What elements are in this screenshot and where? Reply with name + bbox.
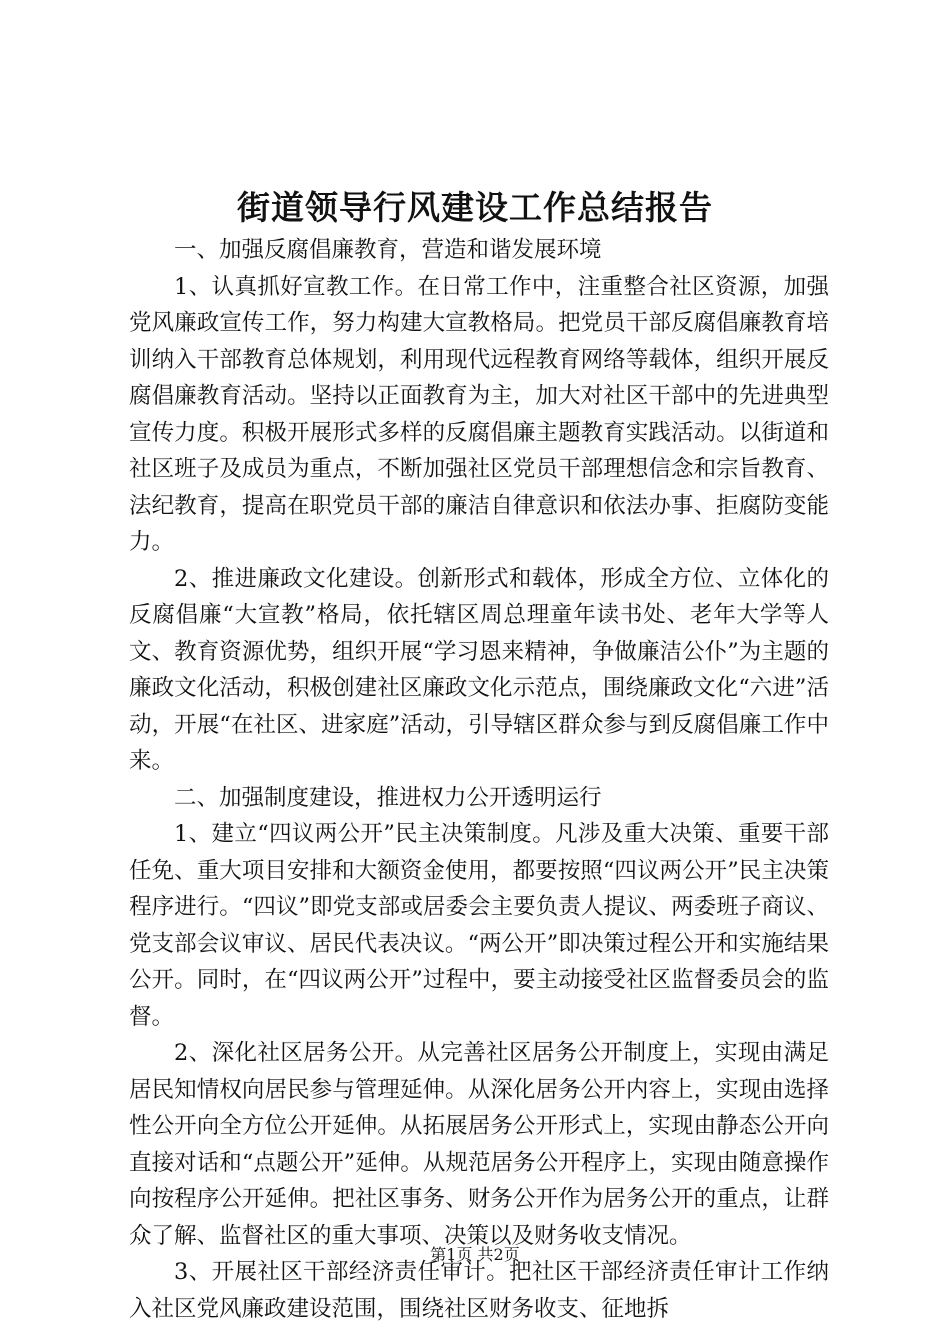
paragraph: 1、认真抓好宣教工作。在日常工作中，注重整合社区资源，加强党风廉政宣传工作，努力构建大宣教格局。把党员干部反腐倡廉教育培训纳入干部教育总体规划，利用现代远程教育网络等载体，组织开展反腐倡廉教育活动。坚持以正面教育为主，加大对社区干部中的先进典型宣传力度。积极开展形式多样的反腐倡廉主题教育实践活动。以街道和社区班子及成员为重点，不断加强社区党员干部理想信念和宗旨教育、法纪教育，提高在职党员干部的廉洁自律意识和依法办事、拒腐防变能力。 xyxy=(129,273,829,555)
page-number: 第1页 共2页 xyxy=(430,1245,520,1264)
document-title: 街道领导行风建设工作总结报告 xyxy=(237,188,713,227)
paragraph: 3、开展社区干部经济责任审计。把社区干部经济责任审计工作纳入社区党风廉政建设范围，围绕社区财务收支、征地拆 xyxy=(129,1259,829,1322)
document-body xyxy=(129,232,829,1327)
section-heading-1: 一、加强反腐倡廉教育，营造和谐发展环境 xyxy=(174,237,602,263)
paragraph: 1、建立“四议两公开”民主决策制度。凡涉及重大决策、重要干部任免、重大项目安排和大额资金使用，都要按照“四议两公开”民主决策程序进行。“四议”即党支部或居委会主要负责人提议、两委班子商议、党支部会议审议、居民代表决议。“两公开”即决策过程公开和实施结果公开。同时，在“四议两公开”过程中，要主动接受社区监督委员会的监督。 xyxy=(129,821,829,1030)
section-heading-2: 二、加强制度建设，推进权力公开透明运行 xyxy=(174,784,602,811)
paragraph: 2、深化社区居务公开。从完善社区居务公开制度上，实现由满足居民知情权向居民参与管理延伸。从深化居务公开内容上，实现由选择性公开向全方位公开延伸。从拓展居务公开形式上，实现由静态公开向直接对话和“点题公开”延伸。从规范居务公开程序上，实现由随意操作向按程序公开延伸。把社区事务、财务公开作为居务公开的重点，让群众了解、监督社区的重大事项、决策以及财务收支情况。 xyxy=(129,1040,829,1249)
paragraph: 2、推进廉政文化建设。创新形式和载体，形成全方位、立体化的反腐倡廉“大宣教”格局，依托辖区周总理童年读书处、老年大学等人文、教育资源优势，组织开展“学习恩来精神，争做廉洁公仆”为主题的廉政文化活动，积极创建社区廉政文化示范点，围绕廉政文化“六进”活动，开展“在社区、进家庭”活动，引导辖区群众参与到反腐倡廉工作中来。 xyxy=(129,565,829,774)
